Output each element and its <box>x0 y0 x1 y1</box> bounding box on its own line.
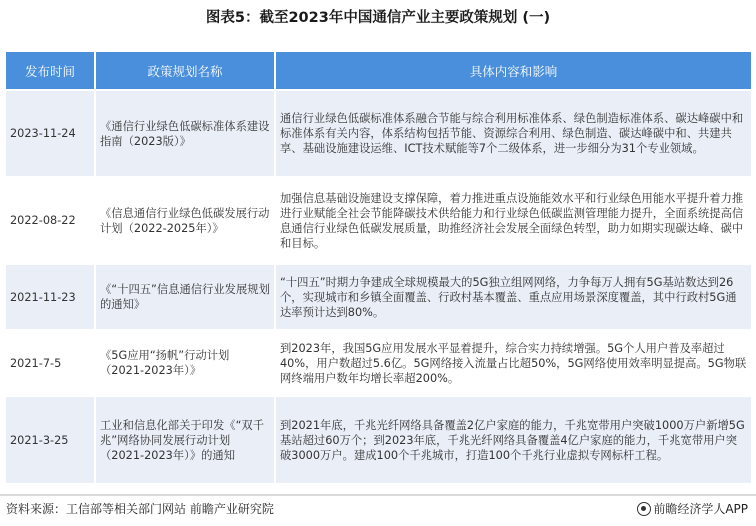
table-row <box>6 176 751 263</box>
row-content: “十四五”时期力争建成全球规模最大的5G独立组网网络，力争每万人拥有5G基站数达到26个，实现城市和乡镇全面覆盖、行政村基本覆盖、重点应用场景深度覆盖，其中行政村5G通达率预计达到80%。 <box>276 263 751 329</box>
table-header-row <box>6 52 751 89</box>
row-content: 到2021年底，千兆光纤网络具备覆盖2亿户家庭的能力，千兆宽带用户突破1000万户新增5G基站超过60万个；到2023年底，千兆光纤网络具备覆盖4亿户家庭的能力，千兆宽带用户突破3000万户。建成100个千兆城市，打造100个千兆行业虚拟专网标杆工程。 <box>276 395 751 483</box>
row-policy-name: 《“十四五”信息通信行业发展规划的通知》 <box>96 263 276 329</box>
row-policy-name: 《5G应用“扬帆”行动计划（2021-2023年）》 <box>96 329 276 395</box>
row-date: 2021-7-5 <box>6 329 96 395</box>
row-content: 到2023年，我国5G应用发展水平显着提升，综合实力持续增强。5G个人用户普及率超过40%，用户数超过5.6亿。5G网络接入流量占比超50%，5G网络使用效率明显提高。5G物联网终端用户数年均增长率超200%。 <box>276 329 751 395</box>
source-note: 资料来源：工信部等相关部门网站 前瞻产业研究院 <box>6 502 274 516</box>
table-row <box>6 395 751 483</box>
table-row <box>6 329 751 395</box>
header-policy-name: 政策规划名称 <box>96 52 276 89</box>
policy-table <box>6 52 751 483</box>
row-policy-name: 《信息通信行业绿色低碳发展行动计划（2022-2025年）》 <box>96 176 276 263</box>
row-date: 2023-11-24 <box>6 89 96 176</box>
row-date: 2022-08-22 <box>6 176 96 263</box>
row-date: 2021-3-25 <box>6 395 96 483</box>
brand-logo-icon <box>637 502 651 516</box>
footer-divider <box>0 494 756 496</box>
chart-title: 图表5：截至2023年中国通信产业主要政策规划 (一) <box>205 10 551 26</box>
row-content: 加强信息基础设施建设支撑保障，着力推进重点设施能效水平和行业绿色用能水平提升着力推进行业赋能全社会节能降碳技术供给能力和行业绿色低碳监测管理能力提升，全面系统提高信息通信行业绿色低碳发展质量，助推经济社会发展全面绿色转型，助力如期实现碳达峰、碳中和目标。 <box>276 176 751 263</box>
header-date: 发布时间 <box>6 52 96 89</box>
table-row <box>6 263 751 329</box>
row-policy-name: 工业和信息化部关于印发《“双千兆”网络协同发展行动计划（2021-2023年）》的通知 <box>96 395 276 483</box>
row-policy-name: 《通信行业绿色低碳标准体系建设指南（2023版）》 <box>96 89 276 176</box>
header-content: 具体内容和影响 <box>276 52 751 89</box>
row-content: 通信行业绿色低碳标准体系融合节能与综合利用标准体系、绿色制造标准体系、碳达峰碳中和标准体系有关内容，体系结构包括节能、资源综合利用、绿色制造、碳达峰碳中和、共建共享、基础设施建设运维、ICT技术赋能等7个二级体系，进一步细分为31个专业领域。 <box>276 89 751 176</box>
brand-label: 前瞻经济学人APP <box>653 502 748 516</box>
table-row <box>6 89 751 176</box>
row-date: 2021-11-23 <box>6 263 96 329</box>
brand-credit <box>637 500 748 518</box>
